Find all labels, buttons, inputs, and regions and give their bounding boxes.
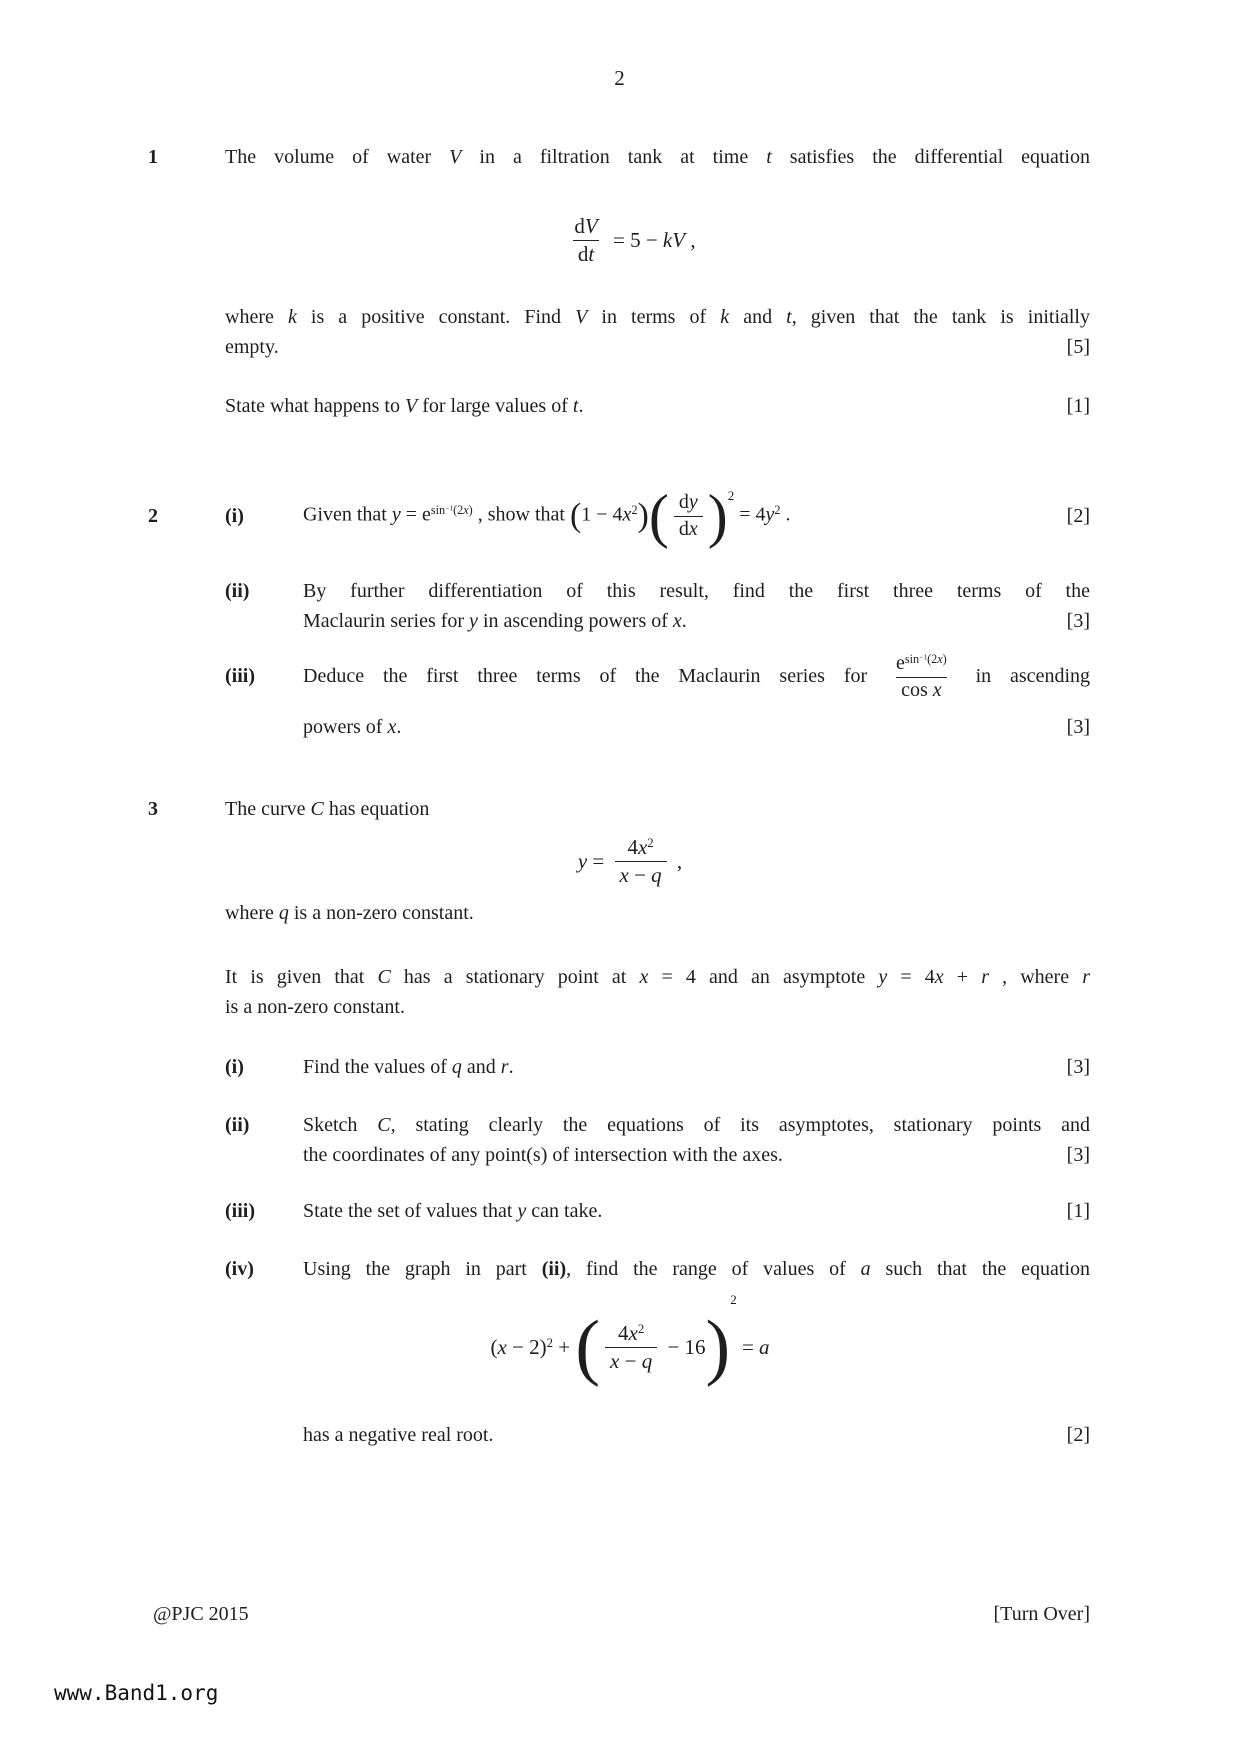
q3-where-line: where q is a non-zero constant. [225, 902, 474, 924]
q2-iii-line2-text: powers of x. [303, 716, 402, 738]
q2-ii-line2 [303, 606, 1090, 636]
q3-iv-last-text: has a negative real root. [303, 1424, 494, 1446]
q3-iv-marks: [2] [1066, 1424, 1090, 1446]
q3-iv-last-line [303, 1420, 1090, 1450]
question-3-head [148, 794, 1090, 824]
watermark-site-url: www.Band1.org [54, 1681, 219, 1705]
q2-ii-line1: By further differentiation of this result, find the first three terms of the [303, 580, 1090, 602]
question-2-number: 2 [148, 504, 158, 527]
question-2-part-iii [225, 640, 1090, 742]
q3-given-line2: is a non-zero constant. [225, 996, 405, 1018]
q3-i-marks: [3] [1066, 1056, 1090, 1078]
question-3-number: 3 [148, 798, 158, 820]
q3-ii-line2-text: the coordinates of any point(s) of intersection with the axes. [303, 1144, 783, 1166]
q1-state-marks: [1] [1066, 395, 1090, 417]
question-3-part-iv [225, 1254, 1090, 1284]
q3-given [225, 962, 1090, 1022]
q3-i-text [303, 1052, 1090, 1082]
question-1-head [148, 142, 1090, 172]
q1-display-equation: $\frac{dV}{dt}$ = 5 − kV , [574, 213, 696, 266]
question-1-number: 1 [148, 146, 158, 168]
q1-marks: [5] [1066, 336, 1090, 358]
q2-iii-line2 [303, 712, 1090, 742]
q1-body-line2 [225, 332, 1090, 362]
question-3-part-iii [225, 1196, 1090, 1226]
question-3-part-ii [225, 1110, 1090, 1170]
q1-body-line1: where k is a positive constant. Find V in terms of k and t, given that the tank is initially [225, 306, 1090, 328]
q2-ii-line2-text: Maclaurin series for y in ascending powers of x. [303, 610, 687, 632]
page-number: 2 [614, 66, 625, 90]
question-3-intro: The curve C has equation [225, 798, 430, 820]
question-2-part-i [148, 478, 1090, 554]
q2-iii-marks: [3] [1066, 716, 1090, 738]
q2-ii-marks: [3] [1066, 610, 1090, 632]
q3-iii-line-text: State the set of values that y can take. [303, 1200, 603, 1222]
q2-ii-text [303, 576, 1090, 636]
q2-iii-label: (iii) [225, 665, 255, 687]
q3-given-line1: It is given that C has a stationary point at x = 4 and an asymptote y = 4x + r , where r [225, 966, 1091, 988]
q2-i-text: Given that $y = e^{sin^{-1}(2x)}$ , show that $(1 - 4x^2)$( $\frac{dy}{dx}$ )$^2 = 4y^2$ . [303, 483, 791, 549]
q3-where [225, 898, 1090, 928]
q3-i-label: (i) [225, 1056, 244, 1078]
question-3-part-i [225, 1052, 1090, 1082]
page-footer [153, 1599, 1090, 1629]
q2-i-label: (i) [225, 504, 244, 527]
footer-copyright: @PJC 2015 [153, 1603, 249, 1625]
q3-display-equation: y = $\frac{4x^2}{x - q}$ , [577, 834, 683, 887]
q3-iii-text [303, 1196, 1090, 1226]
q3-iv-last [225, 1420, 1090, 1450]
q1-state-text: State what happens to V for large values of t. [225, 395, 584, 417]
q1-body [225, 302, 1090, 362]
q2-iii-line1: Deduce the first three terms of the Maclaurin series for $\frac{e^{sin^{-1}(2x)}}{\text{cos x}}$ in ascending [303, 651, 1090, 701]
q3-ii-line1: Sketch C, stating clearly the equations of its asymptotes, stationary points and [303, 1114, 1090, 1136]
q2-i-marks: [2] [1066, 504, 1090, 527]
q1-state-line [225, 391, 1090, 421]
q3-iv-display-equation: $(x - 2)^2$ + ( $\frac{4x^2}{x - q}$ − 16 ) 2 = a [490, 1292, 770, 1388]
q3-ii-line2 [303, 1140, 1090, 1170]
question-1-intro: The volume of water V in a filtration tank at time t satisfies the differential equation [225, 146, 1090, 168]
q2-ii-label: (ii) [225, 580, 250, 602]
q3-i-line-text: Find the values of q and r. [303, 1056, 514, 1078]
q3-iv-text: Using the graph in part (ii), find the range of values of a such that the equation [303, 1258, 1091, 1280]
q3-iii-marks: [1] [1066, 1200, 1090, 1222]
q3-ii-marks: [3] [1066, 1144, 1090, 1166]
footer-turn-over: [Turn Over] [993, 1603, 1090, 1625]
q3-ii-text [303, 1110, 1090, 1170]
q3-ii-label: (ii) [225, 1114, 250, 1136]
q2-iii-text [303, 640, 1090, 742]
q1-body-line2-text: empty. [225, 336, 279, 358]
question-2-part-ii [225, 576, 1090, 636]
q1-state [225, 391, 1090, 421]
q3-iv-label: (iv) [225, 1258, 254, 1280]
q3-iii-label: (iii) [225, 1200, 255, 1222]
